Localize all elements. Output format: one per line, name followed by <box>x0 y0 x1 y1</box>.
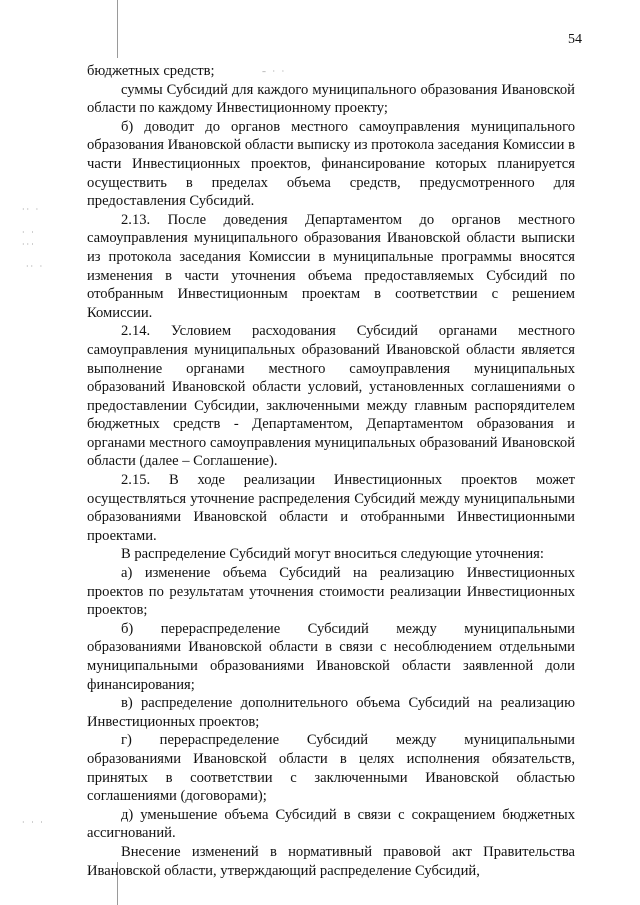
paragraph-clarifications-intro: В распределение Субсидий могут вноситься следующие уточнения: <box>121 546 544 563</box>
scan-artifact-dots: ·· · <box>22 205 41 214</box>
paragraph-2-13: 2.13. После доведения Департаментом до органов местного самоуправления муниципального образования Ивановской области выписки из протокола заседания Комиссии в муниципальные программы вносятся изменения в части уточнения объема предоставляемых Субсидий по отобранным Инвестиционным проектам в соответствии с решением Комиссии. <box>87 211 575 321</box>
paragraph-2-15: 2.15. В ходе реализации Инвестиционных проектов может осуществляться уточнение распределения Субсидий между муниципальными образованиями Ивановской области и отобранными Инвестиционными проектами. <box>87 472 575 544</box>
scan-artifact-dots: · · <box>22 228 36 237</box>
scan-artifact-dots: ··· <box>22 240 36 249</box>
paragraph-budget-funds: бюджетных средств; <box>87 63 215 79</box>
scan-artifact-line <box>117 0 118 58</box>
paragraph-item-b: б) доводит до органов местного самоуправления муниципального образования Ивановской области выписку из протокола заседания Комиссии в части Инвестиционных проектов, финансирование которых планируется осуществить в пределах объема средств, предусмотренного для предоставления Субсидий. <box>87 118 575 210</box>
paragraph-subsidy-amounts: суммы Субсидий для каждого муниципального образования Ивановской области по каждому Инвестиционному проекту; <box>87 81 575 117</box>
paragraph-item-b-redistribution: б) перераспределение Субсидий между муниципальными образованиями Ивановской области в связи с несоблюдением отдельными муниципальными образованиями Ивановской области заявленной доли финансирования; <box>87 620 575 693</box>
paragraph-item-v: в) распределение дополнительного объема Субсидий на реализацию Инвестиционных проектов; <box>87 695 575 730</box>
document-body <box>87 62 575 880</box>
paragraph-amendments: Внесение изменений в нормативный правовой акт Правительства Ивановской области, утверждающий распределение Субсидий, <box>87 843 575 879</box>
paragraph-item-g: г) перераспределение Субсидий между муниципальными образованиями Ивановской области в целях исполнения обязательств, принятых в соответствии с заключенными Ивановской областью соглашениями (договорами); <box>87 732 575 805</box>
paragraph-item-a: а) изменение объема Субсидий на реализацию Инвестиционных проектов по результатам уточнения стоимости реализации Инвестиционных проектов; <box>87 565 575 619</box>
paragraph-2-14: 2.14. Условием расходования Субсидий органами местного самоуправления муниципальных образований Ивановской области является выполнение органами местного самоуправления муниципальных образований Ивановской области условий, установленных соглашениями о предоставлении Субсидии, заключенными между главным распорядителем бюджетных средств - Департаментом, Департаментом образования и органами местного самоуправления муниципальных образований Ивановской области (далее – Соглашение). <box>87 323 575 470</box>
scan-artifact-dots: ·· · <box>26 262 45 271</box>
scan-artifact-dots: · · · <box>22 818 45 827</box>
scan-artifact-dots: – · · <box>262 67 287 76</box>
paragraph-item-d: д) уменьшение объема Субсидий в связи с сокращением бюджетных ассигнований. <box>87 806 575 842</box>
page-number: 54 <box>568 32 582 47</box>
